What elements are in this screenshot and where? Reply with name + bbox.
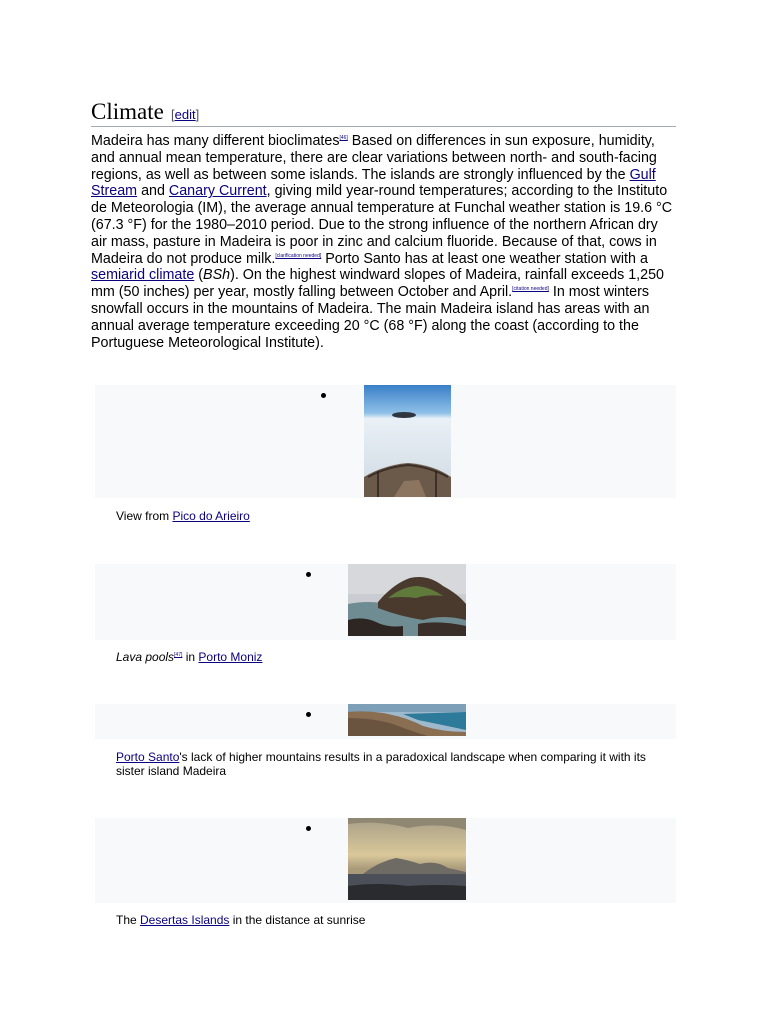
- edit-section-link[interactable]: edit: [174, 107, 196, 122]
- gallery-item-1-bullet: [321, 393, 326, 398]
- lava-pools-thumbnail[interactable]: [348, 564, 466, 636]
- paragraph-text: In most winters snowfall occurs in the mountains of Madeira. The main Madeira island has areas with an annual average temperature exceeding 20 °C (68 °F) along the coast (according to the Portuguese Meteorological Institute).: [91, 284, 650, 351]
- desertas-islands-link[interactable]: Desertas Islands: [140, 913, 230, 927]
- caption-italic-text: Lava pools: [116, 650, 175, 664]
- paragraph-text: Based on differences in sun exposure, humidity, and annual mean temperature, there are clear variations between north- and south-facing regions, as well as between some islands. The islands are strongly influenced by the: [91, 133, 657, 183]
- citation-needed-tag[interactable]: [512, 286, 549, 292]
- caption-text: View from: [116, 509, 173, 523]
- edit-bracket-close: ]: [195, 107, 200, 122]
- gallery-item-4-bullet: [306, 826, 311, 831]
- reference-47-link[interactable]: [47]: [174, 652, 183, 658]
- citation-needed-link[interactable]: [citation needed]: [512, 286, 549, 293]
- paragraph-text: (: [194, 267, 204, 284]
- pico-do-arieiro-thumbnail[interactable]: [364, 385, 451, 497]
- section-title: Climate: [91, 99, 164, 124]
- caption-text: 's lack of higher mountains results in a paradoxical landscape when comparing it with its sister island Madeira: [116, 750, 646, 778]
- clarification-needed-tag[interactable]: [275, 253, 321, 259]
- paragraph-text: Porto Santo has at least one weather station with a: [321, 250, 648, 267]
- caption-text: in: [182, 650, 199, 664]
- canary-current-link[interactable]: Canary Current: [168, 183, 267, 200]
- gallery-item-2-bullet: [306, 572, 311, 577]
- paragraph-text: ). On the highest windward slopes of Madeira, rainfall exceeds 1,250 mm (50 inches) per year, mostly falling between October and April.: [91, 267, 664, 301]
- caption-text: in the distance at sunrise: [229, 913, 366, 927]
- edit-section-link-wrapper: [171, 107, 199, 122]
- climate-paragraph: [91, 133, 676, 351]
- section-heading: [91, 98, 676, 127]
- pico-do-arieiro-link[interactable]: Pico do Arieiro: [172, 509, 250, 523]
- bsh-classification: BSh: [203, 267, 231, 284]
- gulf-stream-link[interactable]: Gulf Stream: [91, 166, 656, 200]
- paragraph-text: and: [137, 183, 169, 200]
- paragraph-text: , giving mild year-round temperatures; according to the Instituto de Meteorologia (IM), the average annual temperature at Funchal weather station is 19.6 °C (67.3 °F) for the 1980–2010 period. Due to the strong influence of the northern African dry air mass, pasture in Madeira is poor in zinc and calcium fluoride. Because of that, cows in Madeira do not produce milk.: [91, 183, 673, 267]
- desertas-islands-thumbnail[interactable]: [348, 818, 466, 900]
- gallery-item-3-caption: [116, 750, 676, 778]
- gallery-item-4-caption: [116, 913, 676, 927]
- reference-46-link[interactable]: [46]: [339, 135, 348, 142]
- clarification-needed-link[interactable]: [clarification needed]: [275, 252, 322, 259]
- semiarid-climate-link[interactable]: semiarid climate: [91, 267, 195, 284]
- porto-moniz-link[interactable]: Porto Moniz: [198, 650, 263, 664]
- porto-santo-thumbnail[interactable]: [348, 704, 466, 736]
- caption-text: The: [116, 913, 141, 927]
- edit-bracket-open: [: [171, 107, 175, 122]
- gallery-item-1-caption: [116, 509, 676, 523]
- reference-46[interactable]: [339, 135, 347, 141]
- gallery-item-2-caption: [116, 650, 676, 664]
- paragraph-text: Madeira has many different bioclimates: [91, 133, 340, 149]
- gallery-item-3-bullet: [306, 712, 311, 717]
- porto-santo-link[interactable]: Porto Santo: [116, 750, 180, 764]
